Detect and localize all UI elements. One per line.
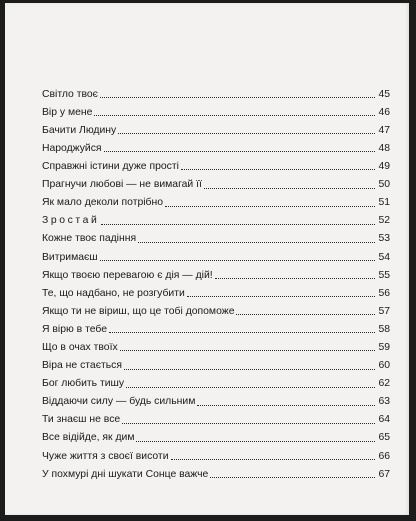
dot-leader: [104, 151, 375, 152]
toc-entry-page: 55: [378, 269, 390, 281]
toc-entry-page: 46: [378, 106, 390, 118]
dot-leader: [126, 387, 375, 388]
toc-entry: [42, 390, 390, 408]
toc-entry-title: Бачити Людину: [42, 124, 117, 136]
toc-entry: [42, 245, 390, 263]
toc-entry: [42, 209, 390, 227]
toc-entry: [42, 281, 390, 299]
toc-entry-title: Народжуйся: [42, 142, 102, 154]
dot-leader: [94, 115, 375, 116]
toc-entry-page: 63: [378, 396, 390, 408]
toc-entry: [42, 372, 390, 390]
dot-leader: [122, 423, 375, 424]
toc-entry: [42, 172, 390, 190]
dot-leader: [215, 278, 375, 279]
toc-entry-page: 60: [378, 360, 390, 372]
toc-entry-title: Зростай: [42, 215, 100, 227]
toc-entry-page: 49: [378, 161, 390, 173]
toc-entry-title: Віра не стається: [42, 360, 122, 372]
toc-entry-page: 65: [378, 432, 390, 444]
dot-leader: [100, 97, 375, 98]
dot-leader: [171, 459, 376, 460]
toc-entry: [42, 426, 390, 444]
toc-entry-title: Все відійде, як дим: [42, 432, 135, 444]
toc-entry-page: 57: [378, 305, 390, 317]
toc-entry-page: 47: [378, 124, 390, 136]
toc-entry: [42, 299, 390, 317]
toc-entry-title: Витримаєш: [42, 251, 98, 263]
toc-entry: [42, 335, 390, 353]
toc-entry-page: 51: [378, 197, 390, 209]
toc-entry-title: Те, що надбано, не розгубити: [42, 287, 185, 299]
dot-leader: [165, 206, 375, 207]
toc-entry-page: 53: [378, 233, 390, 245]
dot-leader: [197, 405, 375, 406]
dot-leader: [187, 296, 375, 297]
toc-entry-title: Я вірю в тебе: [42, 323, 108, 335]
toc-entry-page: 66: [378, 450, 390, 462]
toc-entry: [42, 353, 390, 371]
dot-leader: [210, 477, 375, 478]
toc-entry-page: 64: [378, 414, 390, 426]
dot-leader: [138, 242, 375, 243]
table-of-contents: [42, 82, 390, 480]
toc-entry-page: 45: [378, 88, 390, 100]
dot-leader: [204, 188, 375, 189]
dot-leader: [120, 350, 375, 351]
book-page: [5, 3, 409, 515]
toc-entry: [42, 444, 390, 462]
toc-entry: [42, 154, 390, 172]
toc-entry-page: 48: [378, 142, 390, 154]
toc-entry-page: 52: [378, 215, 390, 227]
toc-entry-page: 62: [378, 378, 390, 390]
toc-entry-title: Прагнучи любові — не вимагай її: [42, 179, 202, 191]
toc-entry: [42, 136, 390, 154]
toc-entry-title: Чуже життя з своєї висоти: [42, 450, 169, 462]
dot-leader: [101, 224, 375, 225]
toc-entry-title: Вір у мене: [42, 106, 93, 118]
toc-entry-page: 54: [378, 251, 390, 263]
toc-entry-page: 59: [378, 342, 390, 353]
toc-entry-title: Ти знаєш не все: [42, 414, 121, 426]
dot-leader: [136, 441, 375, 442]
toc-entry-title: Як мало деколи потрібно: [42, 197, 164, 209]
toc-entry-title: Кожне твоє падіння: [42, 233, 137, 245]
dot-leader: [236, 314, 375, 315]
dot-leader: [109, 332, 375, 333]
toc-entry: [42, 118, 390, 136]
toc-entry: [42, 191, 390, 209]
toc-entry: [42, 408, 390, 426]
toc-entry: [42, 100, 390, 118]
toc-entry-title: У похмурі дні шукати Сонце важче: [42, 468, 209, 480]
toc-entry-title: Якщо твоєю перевагою є дія — дій!: [42, 269, 213, 281]
dot-leader: [118, 133, 375, 134]
toc-entry-page: 67: [378, 468, 390, 480]
toc-entry: [42, 317, 390, 335]
toc-entry: [42, 263, 390, 281]
dot-leader: [124, 369, 375, 370]
toc-entry-title: Світло твоє: [42, 88, 98, 100]
toc-entry-title: Що в очах твоїх: [42, 342, 118, 353]
toc-entry-title: Справжні істини дуже прості: [42, 161, 179, 173]
toc-entry-title: Віддаючи силу — будь сильним: [42, 396, 196, 408]
toc-entry-page: 50: [378, 179, 390, 191]
toc-entry: [42, 462, 390, 480]
toc-entry: [42, 227, 390, 245]
dot-leader: [181, 169, 375, 170]
dot-leader: [100, 260, 375, 261]
toc-entry: [42, 82, 390, 100]
toc-entry-page: 58: [378, 323, 390, 335]
toc-entry-page: 56: [378, 287, 390, 299]
toc-entry-title: Якщо ти не віриш, що це тобі допоможе: [42, 305, 235, 317]
toc-entry-title: Бог любить тишу: [42, 378, 125, 390]
